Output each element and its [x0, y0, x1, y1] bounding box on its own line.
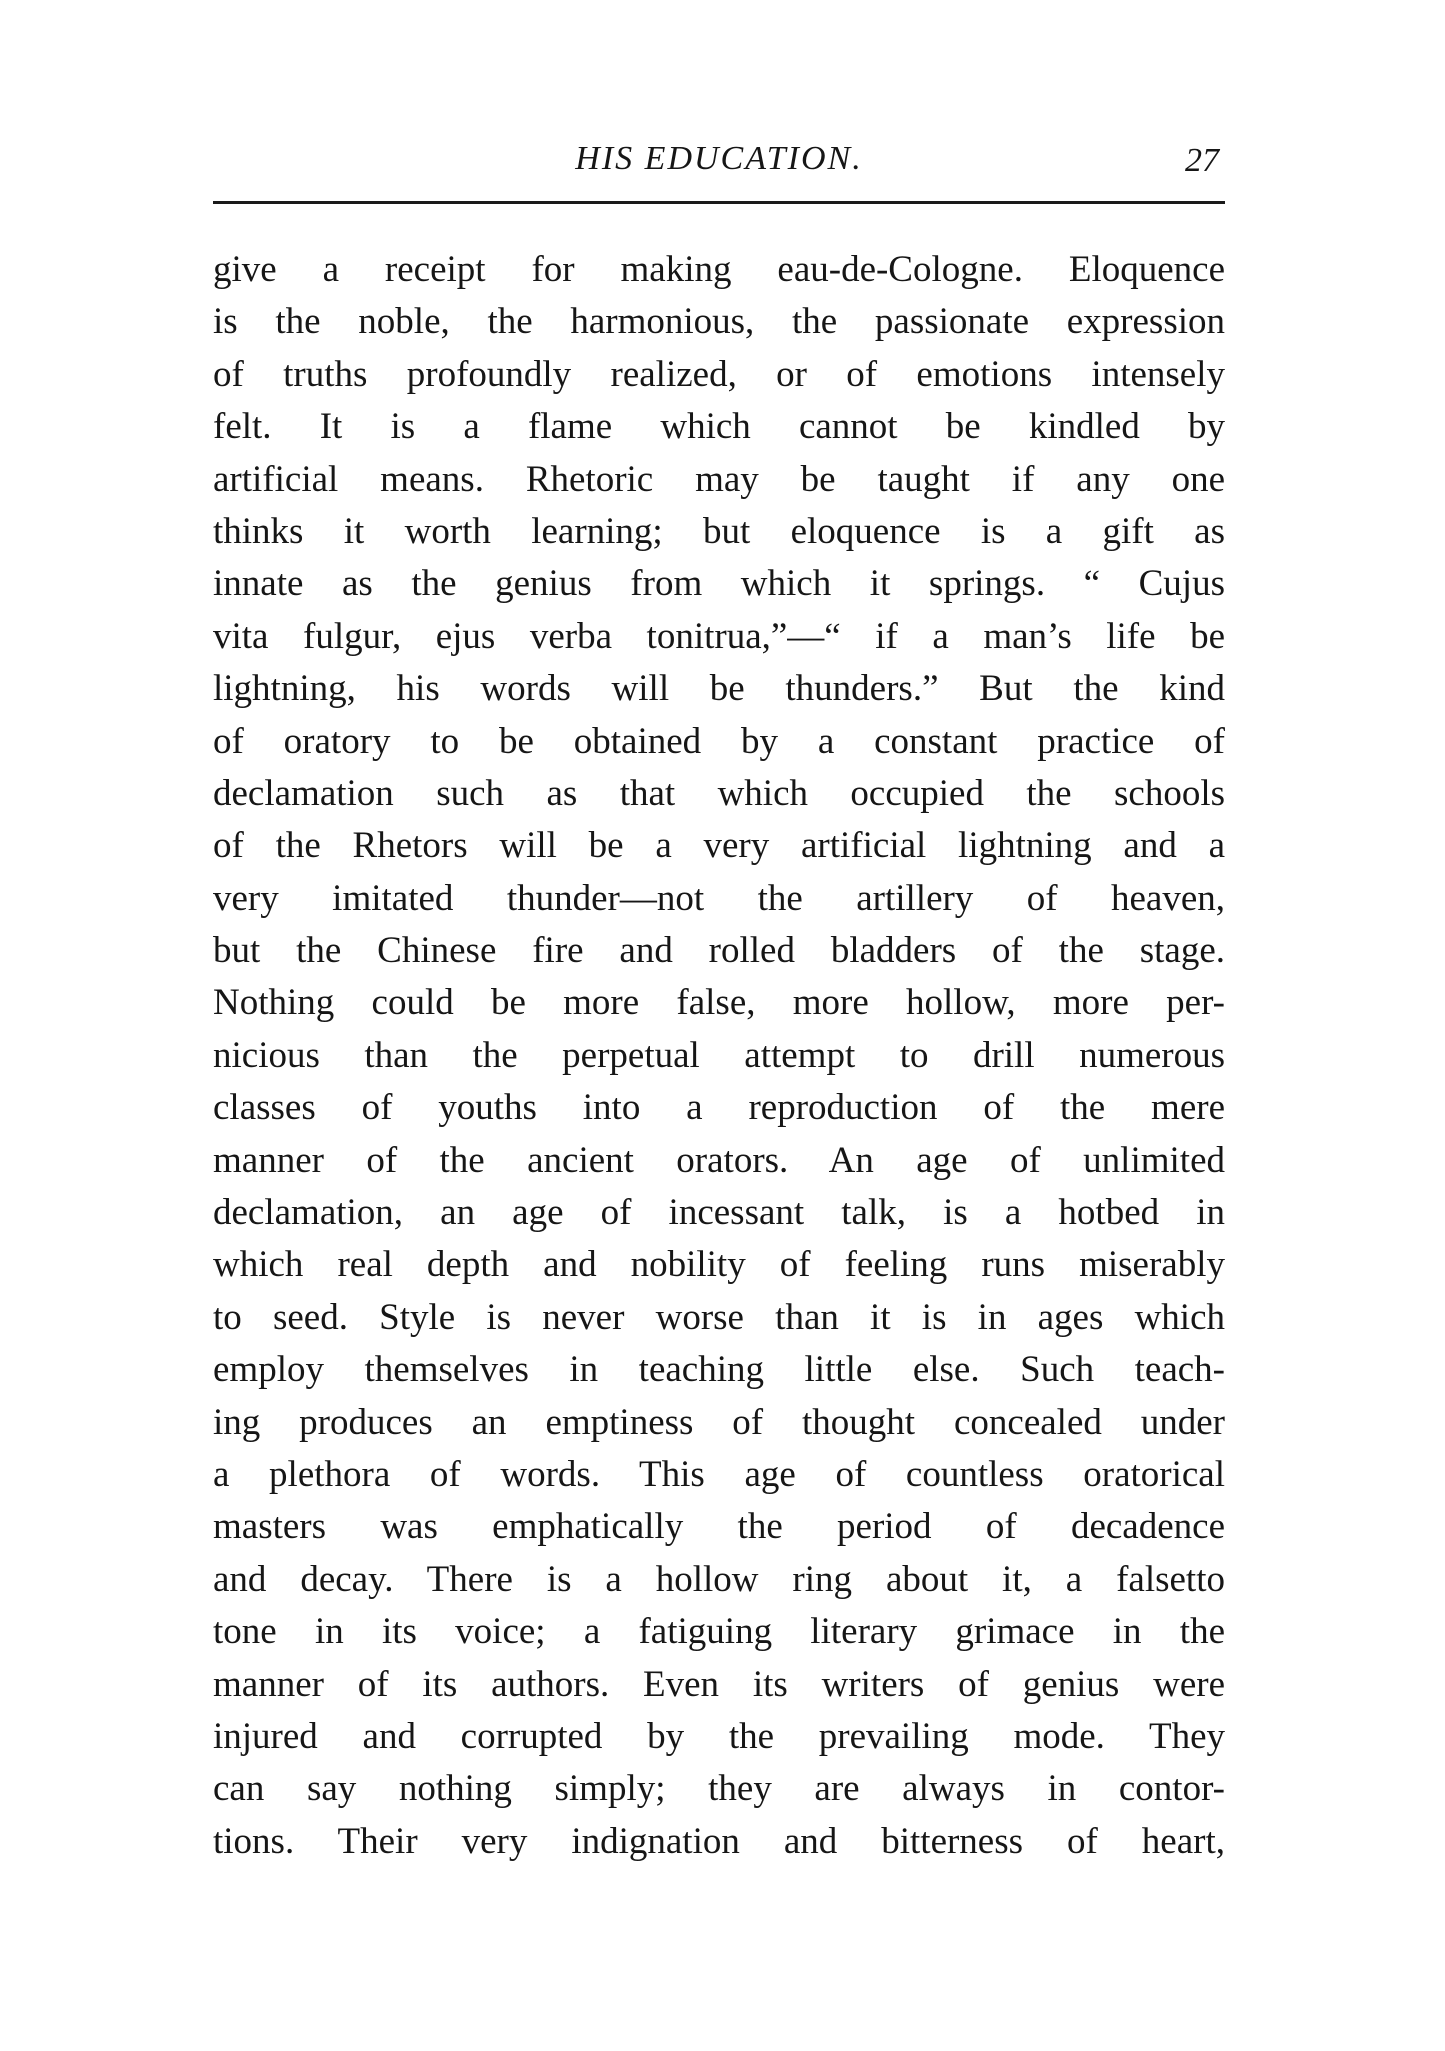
body-text — [213, 244, 1225, 1868]
text-line: declamation, an age of incessant talk, is a hotbed in — [213, 1192, 1225, 1234]
text-line: lightning, his words will be thunders.” But the kind — [213, 668, 1225, 710]
running-head — [213, 134, 1225, 184]
text-line: Nothing could be more false, more hollow, more per- — [213, 982, 1225, 1024]
header-rule — [213, 201, 1225, 204]
text-line: ing produces an emptiness of thought concealed under — [213, 1401, 1225, 1443]
text-line: of the Rhetors will be a very artificial lightning and a — [213, 825, 1225, 867]
text-line: employ themselves in teaching little else. Such teach- — [213, 1349, 1225, 1391]
text-line: classes of youths into a reproduction of the mere — [213, 1087, 1225, 1129]
text-line: felt. It is a flame which cannot be kindled by — [213, 406, 1225, 448]
text-line: but the Chinese fire and rolled bladders of the stage. — [213, 930, 1225, 972]
text-line: declamation such as that which occupied the schools — [213, 772, 1225, 814]
text-line: injured and corrupted by the prevailing mode. They — [213, 1715, 1225, 1757]
text-line: tone in its voice; a fatiguing literary grimace in the — [213, 1611, 1225, 1653]
running-title: HIS EDUCATION. — [575, 140, 863, 177]
text-line: artificial means. Rhetoric may be taught if any one — [213, 458, 1225, 500]
text-line: innate as the genius from which it springs. “ Cujus — [213, 563, 1225, 605]
text-line: nicious than the perpetual attempt to drill numerous — [213, 1034, 1225, 1076]
text-line: a plethora of words. This age of countless oratorical — [213, 1453, 1225, 1495]
page-number: 27 — [1185, 142, 1219, 179]
text-line: thinks it worth learning; but eloquence is a gift as — [213, 510, 1225, 552]
text-line: very imitated thunder—not the artillery of heaven, — [213, 877, 1225, 919]
text-line: give a receipt for making eau-de-Cologne. Eloquence — [213, 249, 1225, 290]
text-line: can say nothing simply; they are always in contor- — [213, 1768, 1225, 1810]
text-line: of oratory to be obtained by a constant practice of — [213, 720, 1225, 762]
text-line: is the noble, the harmonious, the passionate expression — [213, 301, 1225, 343]
text-line: to seed. Style is never worse than it is in ages which — [213, 1296, 1225, 1338]
text-line: manner of its authors. Even its writers of genius were — [213, 1663, 1225, 1705]
text-line: of truths profoundly realized, or of emotions intensely — [213, 353, 1225, 395]
text-line: tions. Their very indignation and bitterness of heart, — [213, 1820, 1225, 1862]
text-line: manner of the ancient orators. An age of unlimited — [213, 1139, 1225, 1181]
text-line: vita fulgur, ejus verba tonitrua,”—“ if a man’s life be — [213, 615, 1225, 657]
text-line: masters was emphatically the period of decadence — [213, 1506, 1225, 1548]
text-line: which real depth and nobility of feeling runs miserably — [213, 1244, 1225, 1286]
text-line: and decay. There is a hollow ring about it, a falsetto — [213, 1558, 1225, 1600]
